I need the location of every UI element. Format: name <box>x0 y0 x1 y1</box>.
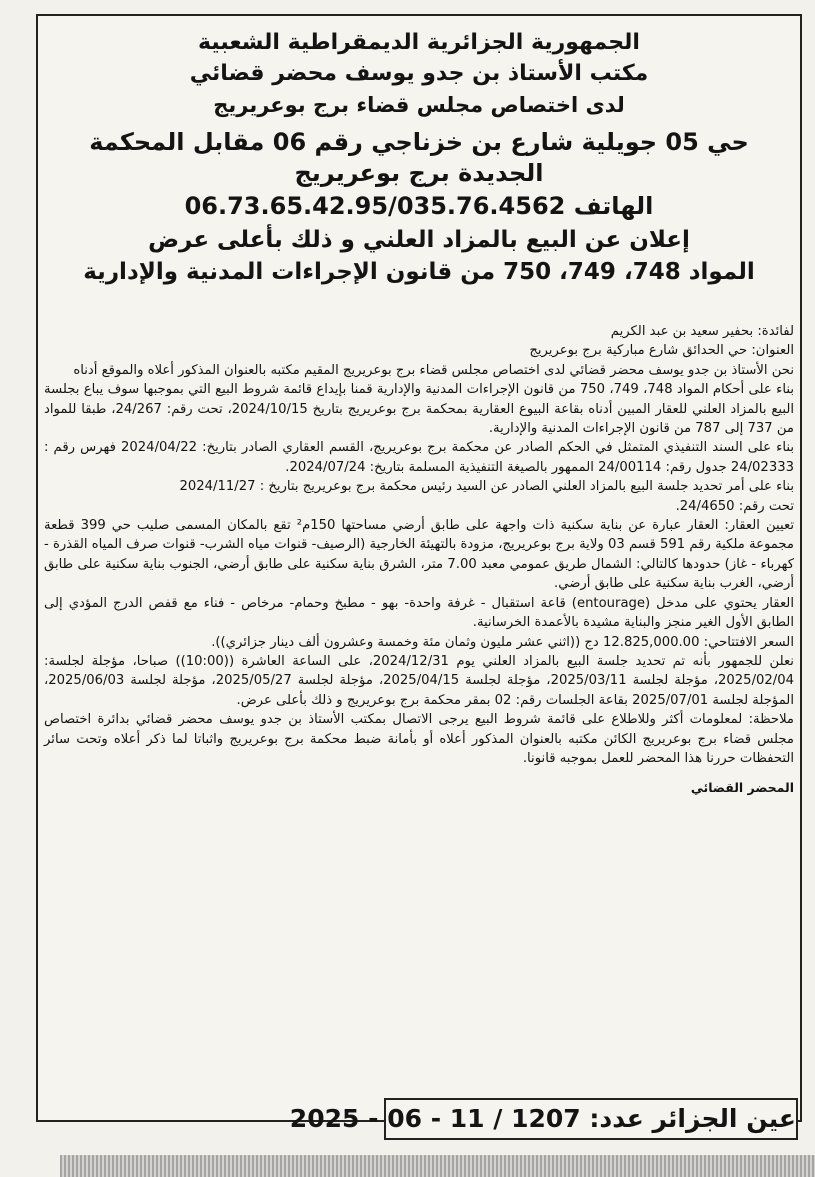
note: ملاحظة: لمعلومات أكثر وللاطلاع على قائمة شروط البيع يرجى الاتصال بمكتب الأستاذ بن جدو يوسف محضر قضائي بدائرة اختصاص مجلس قضاء برج بوعريريج الكائن مكتبه بالعنوان المذكور أعلاه أو بأمانة ضبط محكمة برج بوعريريج واثباتا لما ذكر أعلاه وتحت سائر التحفظات حررنا هذا المحضر للعمل بموجبه قانونا. <box>44 712 794 766</box>
office-address: حي 05 جويلية شارع بن خزناجي رقم 06 مقابل المحكمة الجديدة برج بوعريريج <box>89 127 749 187</box>
legal-articles: المواد 748، 749، 750 من قانون الإجراءات المدنية والإدارية <box>83 259 755 286</box>
office-name: مكتب الأستاذ بن جدو يوسف محضر قضائي <box>189 61 649 87</box>
bailiff-statement: نحن الأستاذ بن جدو يوسف محضر قضائي لدى اختصاص مجلس قضاء برج بوعريريج المقيم مكتبه بالعنوان المذكور أعلاه والموقع أدناه <box>73 362 794 378</box>
opening-price: السعر الافتتاحي: 12.825,000.00 دج ((اثني عشر مليون وثمان مئة وخمسة وعشرون ألف دينار جزائري)). <box>211 634 794 650</box>
order-number: تحت رقم: 24/4650. <box>675 498 794 514</box>
issue-stamp: عين الجزائر عدد: 1207 / 11 - 06 - 2025 <box>384 1098 798 1140</box>
executive-title: بناء على السند التنفيذي المتمثل في الحكم الصادر عن محكمة برج بوعريريج، القسم العقاري الصادر بتاريخ: 2024/04/22 فهرس رقم : 24/02333 جدول رقم: 24/00114 الممهور بالصيغة التنفيذية المسلمة بتاريخ: 2024/07/24. <box>44 440 794 475</box>
session-order: بناء على أمر تحديد جلسة البيع بالمزاد العلني الصادر عن السيد رئيس محكمة برج بوعريريج بتاريخ : 2024/11/27 <box>179 479 794 495</box>
page-edge-halftone <box>60 1155 815 1177</box>
notice-header <box>38 28 800 286</box>
property-contents: العقار يحتوي على مدخل (entourage) قاعة استقبال - غرفة واحدة- بهو - مطبخ وحمام- مرخاص - فناء مع قفص الدرج المؤدي إلى الطابق الأول الغير منجز والبناية مشيدة بالأعمدة الخرسانية. <box>44 595 794 631</box>
notice-body <box>44 322 794 798</box>
beneficiary: لفائدة: بحفير سعيد بن عبد الكريم <box>610 324 794 339</box>
notice-frame <box>36 14 802 1122</box>
signature: المحضر القضائي <box>690 780 794 796</box>
jurisdiction: لدى اختصاص مجلس قضاء برج بوعريريج <box>213 92 625 117</box>
property-description: تعيين العقار: العقار عبارة عن بناية سكنية ذات واجهة على طابق أرضي مساحتها 150م² تقع بالمكان المسمى صليب حي 399 قطعة مجموعة ملكية رقم 591 قسم 03 ولاية برج بوعريريج، مزودة بالتهيئة الخارجية (الرصيف- قنوات مياه الشرب- قنوات صرف المياه القذرة - كهرباء - غاز) حدودها كالتالي: الشمال طريق عمومي معبد 7.00 متر، الشرق بناية سكنية على طابق أرضي، الجنوب بناية سكنية على طابق أرضي، الغرب بناية سكنية على طابق أرضي. <box>44 518 794 592</box>
notice-title: إعلان عن البيع بالمزاد العلني و ذلك بأعلى عرض <box>148 226 690 253</box>
office-phone: الهاتف 06.73.65.42.95/035.76.4562 <box>184 192 654 221</box>
beneficiary-address: العنوان: حي الحدائق شارع مباركية برج بوعريريج <box>529 343 794 359</box>
legal-basis: بناء على أحكام المواد 748، 749، 750 من قانون الإجراءات المدنية والإدارية قمنا بإيداع قائمة شروط البيع التي بموجبها سوف يباع بجلسة البيع بالمزاد العلني للعقار المبين أدناه بقاعة البيوع العقارية بمحكمة برج بوعريريج بتاريخ 2024/10/15، تحت رقم: 24/267، طبقا للمواد من 737 إلى 787 من قانون الإجراءات المدنية والإدارية. <box>44 382 795 437</box>
auction-dates: نعلن للجمهور بأنه تم تحديد جلسة البيع بالمزاد العلني يوم 2024/12/31، على الساعة العاشرة ((10:00)) صباحا، مؤجلة لجلسة: 2025/02/04، مؤجلة لجلسة 2025/03/11، مؤجلة لجلسة 2025/04/15، مؤجلة لجلسة 2025/05/27، مؤجلة لجلسة 2025/06/03، المؤجلة لجلسة 2025/07/01 بقاعة الجلسات رقم: 02 بمقر محكمة برج بوعريريج و ذلك بأعلى عرض. <box>44 653 795 708</box>
republic-title: الجمهورية الجزائرية الديمقراطية الشعبية <box>198 30 640 55</box>
